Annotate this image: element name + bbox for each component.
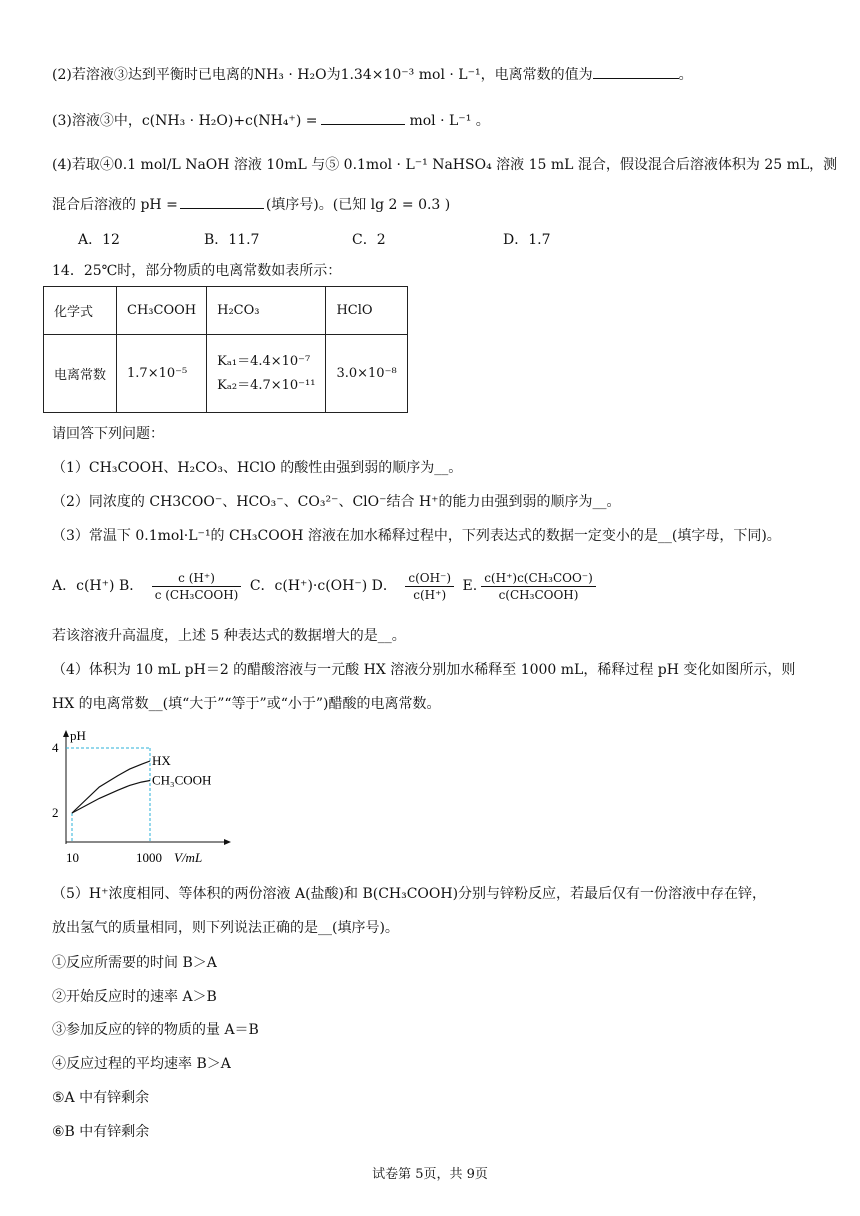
table-header: 化学式	[44, 287, 117, 335]
option-b-numerator: c (H⁺)	[152, 570, 242, 587]
option-e-denominator: c(CH₃COOH)	[498, 587, 579, 602]
statement-5: ⑤A 中有锌剩余	[52, 1090, 150, 1106]
q14-question-1: （1）CH₃COOH、H₂CO₃、HClO 的酸性由强到弱的顺序为__。	[52, 460, 463, 476]
statement-3: ③参加反应的锌的物质的量 A＝B	[52, 1022, 259, 1038]
q14-question-3b: 若该溶液升高温度，上述 5 种表达式的数据增大的是__。	[52, 628, 406, 644]
ph-dilution-chart	[44, 728, 244, 868]
q13-part4-line2	[52, 194, 450, 215]
q14-question-5-line2: 放出氢气的质量相同，则下列说法正确的是__(填序号)。	[52, 920, 399, 936]
option-c: C．c(H⁺)·c(OH⁻)	[249, 578, 368, 594]
nh3h2o-formula: NH₃ · H₂O	[253, 67, 327, 83]
option-d-label: D．	[371, 578, 397, 594]
table-row-label: 电离常数	[44, 335, 117, 413]
q14-question-3: （3）常温下 0.1mol·L⁻¹的 CH₃COOH 溶液在加水稀释过程中，下列表达式的数据一定变小的是__(填字母，下同)。	[52, 528, 781, 544]
q14-question-4-line2: HX 的电离常数__(填“大于”“等于”或“小于”)醋酸的电离常数。	[52, 696, 441, 712]
table-cell	[207, 335, 326, 413]
q14-title: 14．25℃时，部分物质的电离常数如表所示：	[52, 263, 342, 279]
option-e-fraction	[481, 570, 596, 603]
q14-question-5-line1: （5）H⁺浓度相同、等体积的两份溶液 A(盐酸)和 B(CH₃COOH)分别与锌粉反应，若最后仅有一份溶液中存在锌，	[52, 886, 767, 902]
option-d-fraction	[405, 570, 454, 603]
option-b-fraction	[152, 570, 242, 603]
q13-part2	[52, 64, 693, 85]
table-cell: 3.0×10⁻⁸	[326, 335, 407, 413]
answer-blank[interactable]	[593, 64, 679, 79]
q13-part2-text-b: 为1.34×10⁻³ mol · L⁻¹，电离常数的值为	[326, 67, 593, 83]
statement-6: ⑥B 中有锌剩余	[52, 1124, 150, 1140]
q13-part3-formula: c(NH₃ · H₂O)+c(NH₄⁺) =	[141, 113, 318, 129]
series-label: CH₃COOH	[152, 772, 212, 788]
x-axis-arrow	[224, 839, 231, 845]
q13-part4-hint: (填序号)。(已知 lg 2 = 0.3 )	[265, 197, 451, 213]
q13-part3-unit: mol · L⁻¹ 。	[409, 113, 490, 129]
q14-prompt: 请回答下列问题：	[52, 426, 164, 442]
option-b-label: B．	[118, 578, 144, 594]
option-a: A．c(H⁺)	[52, 578, 115, 594]
option-d-numerator: c(OH⁻)	[405, 570, 454, 587]
x-axis-label: V/mL	[174, 850, 203, 865]
y-axis-label: pH	[70, 728, 86, 743]
x-tick-label: 10	[66, 850, 79, 865]
ka2-value: Kₐ₂＝4.7×10⁻¹¹	[217, 377, 316, 393]
q13-part4-text: 混合后溶液的 pH =	[52, 197, 178, 213]
answer-blank[interactable]	[321, 110, 405, 125]
q13-part4-line1: (4)若取④0.1 mol/L NaOH 溶液 10mL 与⑤ 0.1mol · L⁻¹ NaHSO₄ 溶液 15 mL 混合，假设混合后溶液体积为 25 mL，测	[52, 157, 838, 173]
option-d-denominator: c(H⁺)	[413, 587, 447, 602]
table-cell: 1.7×10⁻⁵	[117, 335, 207, 413]
series-line-0	[72, 761, 150, 813]
option-e-label: E.	[462, 578, 478, 594]
table-header: HClO	[326, 287, 407, 335]
ionization-constant-table	[43, 286, 408, 413]
q13-part3	[52, 110, 490, 131]
option-e-numerator: c(H⁺)c(CH₃COO⁻)	[481, 570, 596, 587]
x-tick-label: 1000	[136, 850, 162, 865]
q14-q3-options	[52, 566, 600, 606]
option-b-denominator: c (CH₃COOH)	[154, 587, 239, 602]
table-header: CH₃COOH	[117, 287, 207, 335]
q13-option-d: D．1.7	[503, 232, 551, 248]
series-line-1	[72, 781, 150, 814]
page-footer: 试卷第 5页，共 9页	[372, 1167, 488, 1182]
table-header: H₂CO₃	[207, 287, 326, 335]
series-label: HX	[152, 753, 171, 768]
answer-blank[interactable]	[180, 194, 264, 209]
statement-4: ④反应过程的平均速率 B＞A	[52, 1056, 231, 1072]
ka1-value: Kₐ₁＝4.4×10⁻⁷	[217, 353, 311, 369]
y-tick-label: 2	[52, 805, 59, 820]
q13-option-c: C．2	[352, 232, 386, 248]
statement-2: ②开始反应时的速率 A＞B	[52, 989, 217, 1005]
y-tick-label: 4	[52, 740, 59, 755]
q14-question-2: （2）同浓度的 CH3COO⁻、HCO₃⁻、CO₃²⁻、ClO⁻结合 H⁺的能力由强到弱的顺序为__。	[52, 494, 621, 510]
q13-part3-text: (3)溶液③中，	[52, 113, 142, 129]
statement-1: ①反应所需要的时间 B＞A	[52, 955, 217, 971]
q14-question-4-line1: （4）体积为 10 mL pH＝2 的醋酸溶液与一元酸 HX 溶液分别加水稀释至 1000 mL，稀释过程 pH 变化如图所示，则	[52, 662, 796, 678]
q13-option-a: A．12	[78, 232, 120, 248]
q13-part2-text-a: (2)若溶液③达到平衡时已电离的	[52, 67, 254, 83]
y-axis-arrow	[63, 730, 69, 737]
q13-option-b: B．11.7	[204, 232, 260, 248]
q13-part2-end: 。	[678, 67, 693, 83]
